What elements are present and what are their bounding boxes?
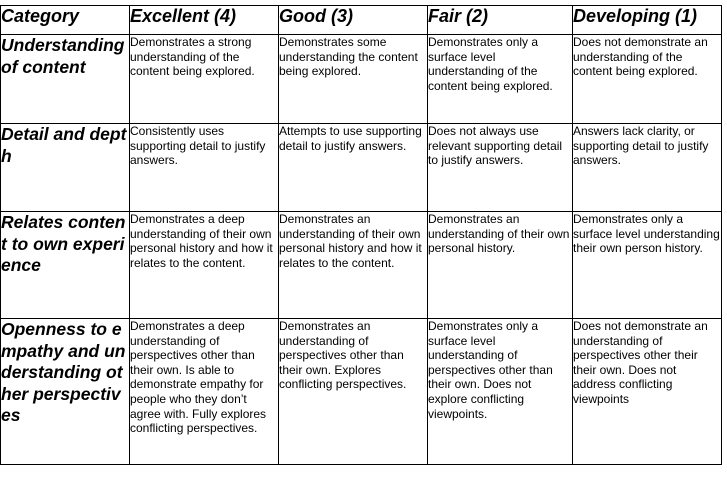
category-cell: Detail and depth xyxy=(1,124,130,212)
header-developing: Developing (1) xyxy=(573,6,722,35)
excellent-cell: Demonstrates a deep understanding of perspectives other than their own. Is able to demonstrate empathy for people who they don’t agree with. Fully explores conflicting perspectives. xyxy=(130,319,279,465)
good-cell: Demonstrates an understanding of their own personal history and how it relates to the content. xyxy=(279,212,428,319)
fair-cell: Does not always use relevant supporting detail to justify answers. xyxy=(428,124,573,212)
category-cell: Relates content to own experience xyxy=(1,212,130,319)
table-row xyxy=(1,35,722,124)
developing-cell: Does not demonstrate an understanding of perspectives other their their own. Does not address conflicting viewpoints xyxy=(573,319,722,465)
header-good: Good (3) xyxy=(279,6,428,35)
excellent-cell: Consistently uses supporting detail to justify answers. xyxy=(130,124,279,212)
fair-cell: Demonstrates only a surface level understanding of perspectives other than their own. Does not explore conflicting viewpoints. xyxy=(428,319,573,465)
table-row xyxy=(1,124,722,212)
developing-cell: Does not demonstrate an understanding of the content being explored. xyxy=(573,35,722,124)
table-row xyxy=(1,319,722,465)
header-row xyxy=(1,6,722,35)
header-excellent: Excellent (4) xyxy=(130,6,279,35)
good-cell: Attempts to use supporting detail to justify answers. xyxy=(279,124,428,212)
good-cell: Demonstrates some understanding the content being explored. xyxy=(279,35,428,124)
header-fair: Fair (2) xyxy=(428,6,573,35)
table-row xyxy=(1,212,722,319)
fair-cell: Demonstrates an understanding of their own personal history. xyxy=(428,212,573,319)
category-cell: Openness to empathy and understanding other perspectives xyxy=(1,319,130,465)
fair-cell: Demonstrates only a surface level understanding of the content being explored. xyxy=(428,35,573,124)
category-cell: Understanding of content xyxy=(1,35,130,124)
excellent-cell: Demonstrates a deep understanding of their own personal history and how it relates to the content. xyxy=(130,212,279,319)
excellent-cell: Demonstrates a strong understanding of the content being explored. xyxy=(130,35,279,124)
good-cell: Demonstrates an understanding of perspectives other than their own. Explores conflicting perspectives. xyxy=(279,319,428,465)
developing-cell: Answers lack clarity, or supporting detail to justify answers. xyxy=(573,124,722,212)
rubric-table xyxy=(0,5,722,465)
header-category: Category xyxy=(1,6,130,35)
developing-cell: Demonstrates only a surface level understanding their own person history. xyxy=(573,212,722,319)
